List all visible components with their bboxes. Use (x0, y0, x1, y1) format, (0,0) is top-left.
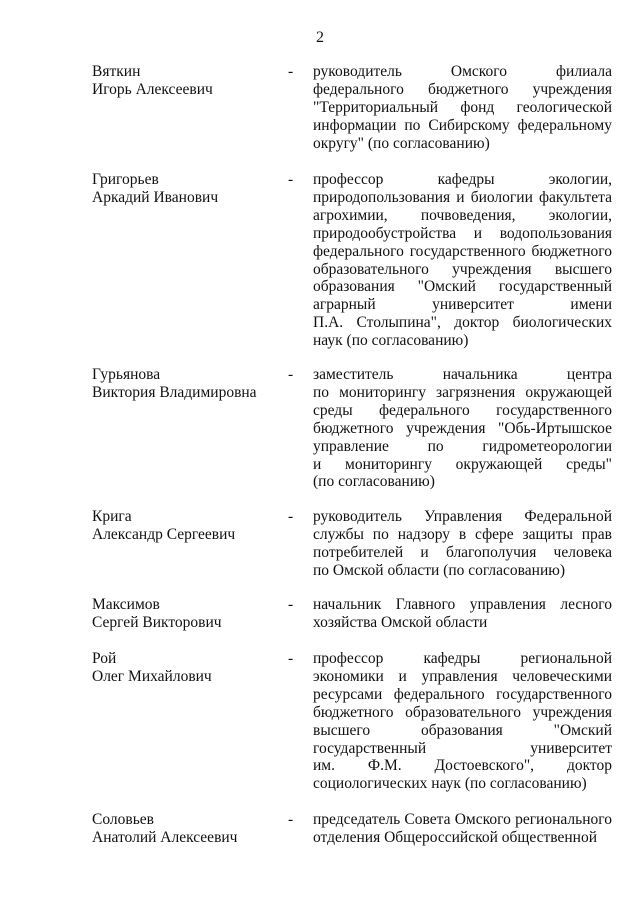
member-surname: Максимов (92, 596, 160, 613)
separator-dash: - (288, 596, 294, 613)
member-surname: Соловьев (92, 811, 154, 828)
member-position (313, 508, 612, 580)
member-given-names: Виктория Владимировна (92, 383, 257, 401)
position-line: природопользования и биологии факультета (313, 188, 612, 206)
position-line: "Территориальный фонд геологической (313, 98, 612, 116)
position-line: службы по надзору в сфере защиты прав (313, 525, 612, 543)
position-line: руководитель Управления Федеральной (313, 508, 612, 525)
position-line: им. Ф.М. Достоевского", доктор (313, 757, 612, 775)
member-given-names: Аркадий Иванович (92, 188, 219, 206)
position-line: начальник Главного управления лесного (313, 596, 612, 613)
member-given-names: Игорь Алексеевич (92, 80, 213, 98)
separator-dash: - (288, 508, 294, 525)
position-line: среды федерального государственного (313, 401, 612, 419)
member-given-names: Александр Сергеевич (92, 525, 236, 543)
position-line: заместитель начальника центра (313, 366, 612, 383)
position-line: информации по Сибирскому федеральному (313, 116, 612, 134)
member-name (92, 811, 282, 847)
member-name (92, 63, 282, 99)
page-number: 2 (316, 29, 324, 46)
separator-dash: - (288, 811, 294, 828)
separator-dash: - (288, 171, 294, 188)
member-position (313, 811, 612, 847)
position-line: потребителей и благополучия человека (313, 543, 612, 561)
position-line: природообустройства и водопользования (313, 224, 612, 242)
position-line: высшего образования "Омский (313, 721, 612, 739)
member-surname: Гурьянова (92, 366, 161, 383)
position-line: отделения Общероссийской общественной (313, 828, 597, 846)
member-name (92, 171, 282, 207)
separator-dash: - (288, 650, 294, 667)
member-surname: Григорьев (92, 171, 159, 188)
position-line: бюджетного учреждения "Обь-Иртышское (313, 419, 612, 437)
member-position (313, 366, 612, 491)
position-line: руководитель Омского филиала (313, 63, 612, 80)
member-position (313, 596, 612, 632)
position-line: и мониторингу окружающей среды" (313, 455, 612, 473)
position-line: государственный университет (313, 739, 612, 757)
separator-dash: - (288, 366, 294, 383)
position-line: (по согласованию) (313, 473, 435, 491)
member-name (92, 366, 282, 402)
member-surname: Крига (92, 508, 132, 525)
member-surname: Рой (92, 650, 117, 667)
position-line: бюджетного образовательного учреждения (313, 703, 612, 721)
member-name (92, 596, 282, 632)
position-line: профессор кафедры экологии, (313, 171, 612, 188)
position-line: образовательного учреждения высшего (313, 260, 612, 278)
position-line: агрохимии, почвоведения, экологии, (313, 206, 612, 224)
position-line: по мониторингу загрязнения окружающей (313, 383, 612, 401)
position-line: ресурсами федерального государственного (313, 685, 612, 703)
position-line: социологических наук (по согласованию) (313, 775, 587, 793)
position-line: профессор кафедры региональной (313, 650, 612, 667)
member-position (313, 63, 612, 153)
position-line: хозяйства Омской области (313, 613, 488, 631)
member-given-names: Сергей Викторович (92, 613, 222, 631)
member-name (92, 508, 282, 544)
position-line: председатель Совета Омского регионального (313, 811, 612, 828)
position-line: округу" (по согласованию) (313, 134, 490, 152)
position-line: федерального бюджетного учреждения (313, 80, 612, 98)
member-position (313, 171, 612, 350)
member-position (313, 650, 612, 793)
member-given-names: Олег Михайлович (92, 667, 212, 685)
position-line: наук (по согласованию) (313, 332, 469, 350)
separator-dash: - (288, 63, 294, 80)
position-line: П.А. Столыпина", доктор биологических (313, 314, 612, 332)
position-line: аграрный университет имени (313, 296, 612, 314)
position-line: экономики и управления человеческими (313, 667, 612, 685)
position-line: по Омской области (по согласованию) (313, 561, 566, 579)
position-line: образования "Омский государственный (313, 278, 612, 296)
position-line: федерального государственного бюджетного (313, 242, 612, 260)
position-line: управление по гидрометеорологии (313, 437, 612, 455)
member-given-names: Анатолий Алексеевич (92, 828, 238, 846)
member-surname: Вяткин (92, 63, 141, 80)
member-name (92, 650, 282, 686)
